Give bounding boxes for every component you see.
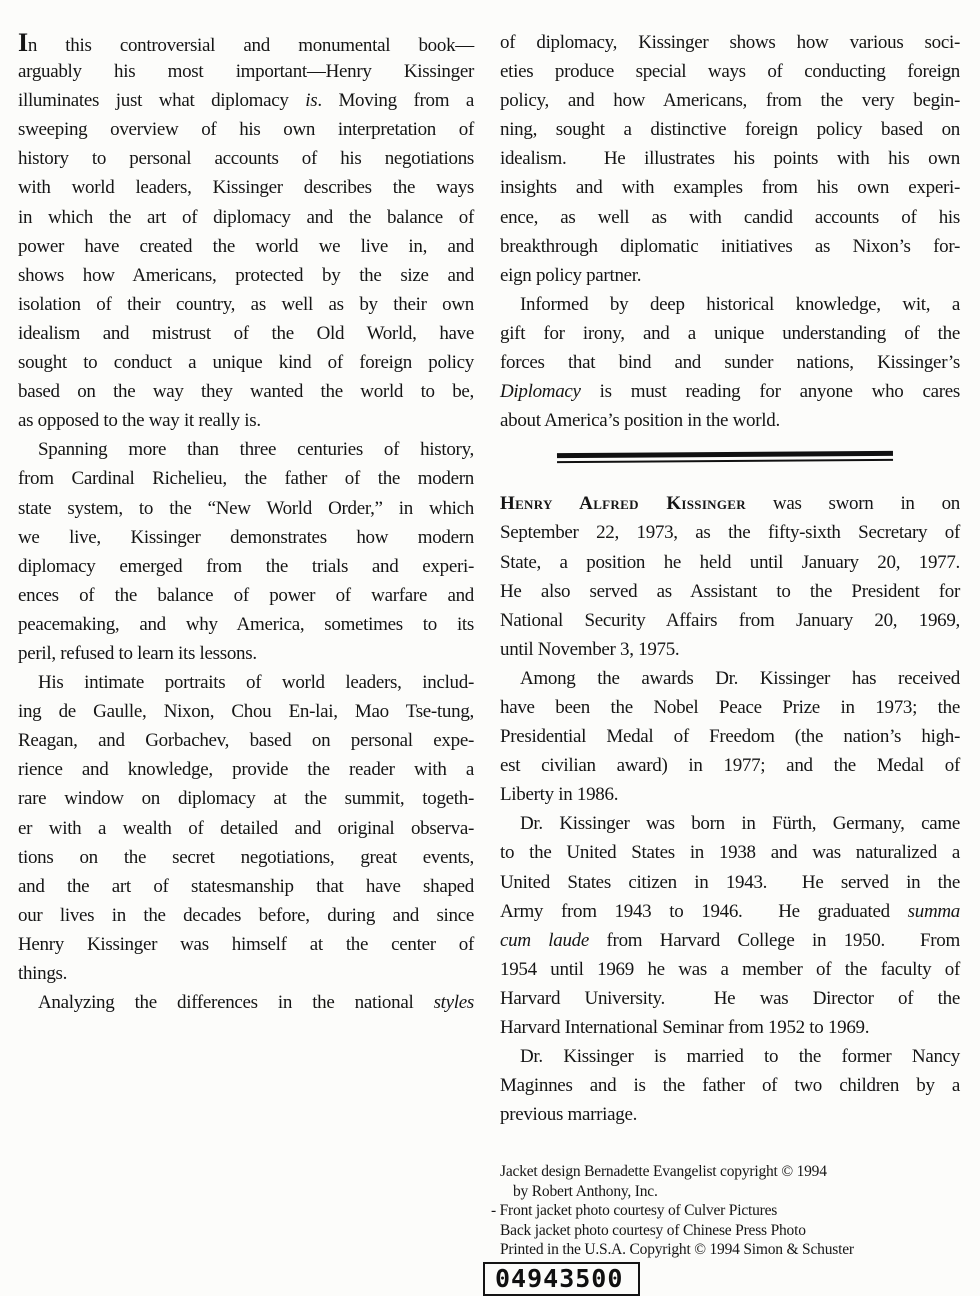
text-line: of diplomacy, Kissinger shows how various soci- — [500, 32, 960, 53]
text-line: arguably his most important—Henry Kissinger — [18, 61, 474, 83]
text-line: United States citizen in 1943. He served in the — [500, 871, 960, 893]
text-line: have been the Nobel Peace Prize in 1973; the — [500, 696, 960, 718]
text-line: peacemaking, and why America, sometimes to its — [18, 613, 474, 635]
text-line: ing de Gaulle, Nixon, Chou En-lai, Mao Tse-tung, — [18, 701, 474, 723]
text-line: policy, and how Americans, from the very begin- — [500, 90, 960, 112]
author-bio-text — [500, 489, 960, 1129]
text-line: breakthrough diplomatic initiatives as Nixon’s for- — [500, 235, 960, 257]
text-line: we live, Kissinger demonstrates how modern — [18, 526, 474, 548]
divider-thick-bar — [557, 451, 893, 458]
text-line: 1954 until 1969 he was a member of the faculty of — [500, 958, 960, 980]
text-line: rience and knowledge, provide the reader with a — [18, 759, 474, 781]
text-line: rare window on diplomacy at the summit, togeth- — [18, 788, 474, 810]
text-line: idealism. He illustrates his points with his own — [500, 148, 960, 170]
text-line: His intimate portraits of world leaders, includ- — [38, 672, 474, 694]
text-line: Presidential Medal of Freedom (the nation’s high- — [500, 726, 960, 748]
text-line: Henry Alfred Kissinger was sworn in on — [500, 493, 960, 515]
text-line: eign policy partner. — [500, 264, 642, 286]
text-line: eties produce special ways of conducting foreign — [500, 61, 960, 83]
text-line: Dr. Kissinger was born in Fürth, Germany, came — [520, 813, 960, 835]
text-line: sweeping overview of his own interpretation of — [18, 119, 474, 141]
credit-line: Back jacket photo courtesy of Chinese Press Photo — [500, 1221, 806, 1239]
flap-continuation-text — [500, 28, 960, 435]
section-divider-rule — [557, 451, 893, 463]
text-line: gift for irony, and a unique understanding of the — [500, 322, 960, 344]
text-line: cum laude from Harvard College in 1950. From — [500, 929, 960, 951]
text-line: er with a wealth of detailed and original observa- — [18, 817, 474, 839]
text-line: until November 3, 1975. — [500, 638, 680, 660]
text-line: State, a position he held until January 20, 1977. — [500, 551, 960, 573]
text-line: in which the art of diplomacy and the balance of — [18, 206, 474, 228]
text-line: as opposed to the way it really is. — [18, 410, 261, 432]
text-line: est civilian award) in 1977; and the Medal of — [500, 755, 960, 777]
text-line: with world leaders, Kissinger describes the ways — [18, 177, 474, 199]
text-line: Spanning more than three centuries of history, — [38, 439, 474, 461]
text-line: idealism and mistrust of the Old World, have — [18, 322, 474, 344]
text-line: September 22, 1973, as the fifty-sixth Secretary of — [500, 522, 960, 544]
text-line: Maginnes and is the father of two children by a — [500, 1075, 960, 1097]
text-line: based on the way they wanted the world to be, — [18, 381, 474, 403]
credit-line: Jacket design Bernadette Evangelist copyright © 1994 — [500, 1163, 827, 1181]
text-line: to the United States in 1938 and was naturalized a — [500, 842, 960, 864]
text-line: isolation of their country, as well as by their own — [18, 293, 474, 315]
credits-block — [491, 1162, 960, 1259]
text-line: about America’s position in the world. — [500, 410, 780, 432]
flap-text-column-left — [18, 28, 474, 1017]
text-line: Army from 1943 to 1946. He graduated summa — [500, 900, 960, 922]
text-line: Diplomacy is must reading for anyone who cares — [500, 381, 960, 403]
text-line: Liberty in 1986. — [500, 784, 619, 806]
text-line: National Security Affairs from January 20, 1969, — [500, 609, 960, 631]
text-line: illuminates just what diplomacy is. Moving from a — [18, 90, 475, 112]
text-line: peril, refused to learn its lessons. — [18, 642, 257, 664]
text-line: previous marriage. — [500, 1104, 638, 1126]
text-line: Analyzing the differences in the national styles — [38, 992, 474, 1014]
text-line: Among the awards Dr. Kissinger has received — [520, 667, 960, 689]
price-code-stamp: 04943500 — [495, 1264, 624, 1293]
text-line: our lives in the decades before, during and since — [18, 904, 474, 926]
credit-line: by Robert Anthony, Inc. — [513, 1182, 658, 1200]
text-line: He also served as Assistant to the President for — [500, 580, 960, 602]
text-line: sought to conduct a unique kind of foreign policy — [18, 352, 474, 374]
text-line: things. — [18, 963, 68, 984]
text-line: Informed by deep historical knowledge, wit, a — [520, 293, 960, 315]
text-line: from Cardinal Richelieu, the father of the modern — [18, 468, 474, 490]
text-line: Harvard International Seminar from 1952 to 1969. — [500, 1017, 870, 1038]
text-line: insights and with examples from his own experi- — [500, 177, 960, 199]
credit-line: Printed in the U.S.A. Copyright © 1994 Simon & Schuster — [500, 1241, 854, 1258]
text-line: history to personal accounts of his negotiations — [18, 148, 474, 170]
text-line: In this controversial and monumental book— — [18, 28, 474, 57]
price-code-stamp-box — [483, 1262, 640, 1296]
text-line: power have created the world we live in, and — [18, 235, 474, 257]
flap-text-column-right — [491, 28, 960, 1259]
text-line: and the art of statesmanship that have shaped — [18, 875, 474, 897]
text-line: Reagan, and Gorbachev, based on personal expe- — [18, 730, 474, 752]
text-line: diplomacy emerged from the trials and experi- — [18, 555, 474, 577]
text-line: Dr. Kissinger is married to the former Nancy — [520, 1046, 960, 1068]
credit-line: - Front jacket photo courtesy of Culver Pictures — [491, 1202, 778, 1220]
text-line: forces that bind and sunder nations, Kissinger’s — [500, 352, 960, 374]
text-line: Henry Kissinger was himself at the center of — [18, 933, 474, 955]
divider-thin-bar — [557, 459, 893, 463]
text-line: ence, as well as with candid accounts of his — [500, 206, 960, 228]
text-line: shows how Americans, protected by the size and — [18, 264, 474, 286]
text-line: Harvard University. He was Director of the — [500, 987, 960, 1009]
text-line: ning, sought a distinctive foreign policy based on — [500, 119, 960, 141]
text-line: ences of the balance of power of warfare and — [18, 584, 474, 606]
text-line: tions on the secret negotiations, great events, — [18, 846, 474, 868]
text-line: state system, to the “New World Order,” in which — [18, 497, 474, 519]
